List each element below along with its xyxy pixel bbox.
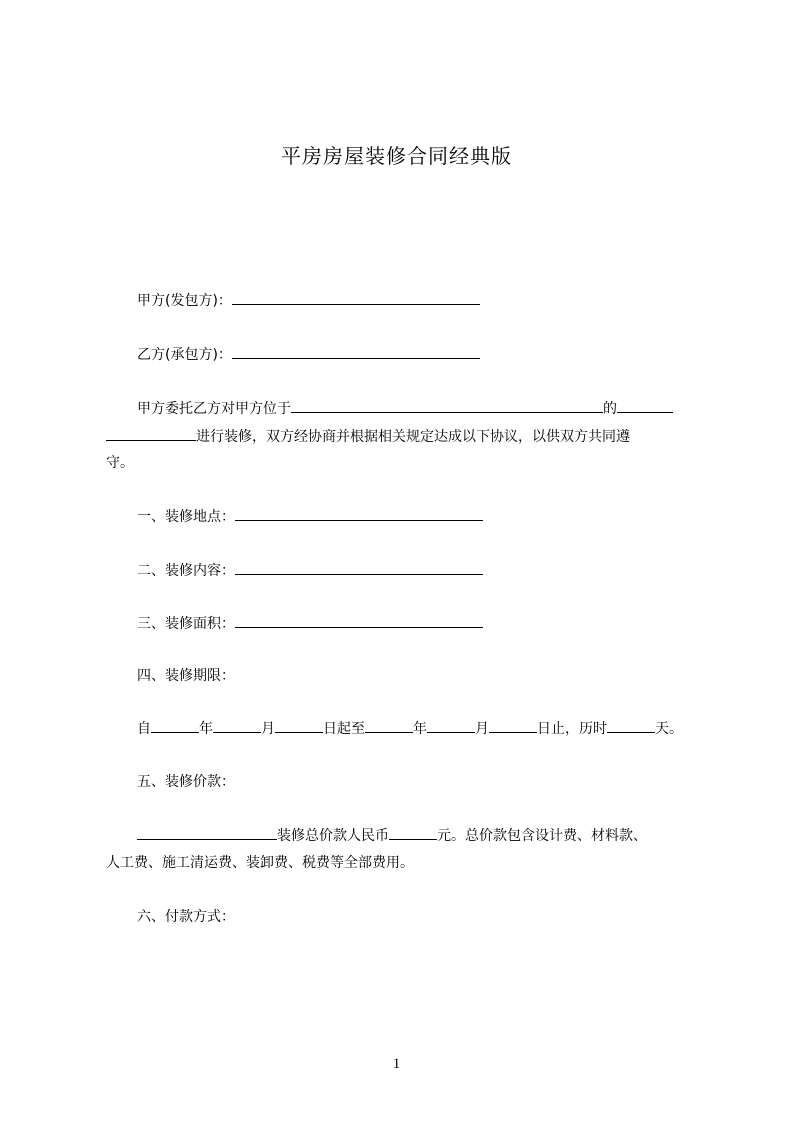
section-content: [137, 561, 483, 581]
intro-text-4: 守。: [106, 455, 134, 471]
location-blank[interactable]: [235, 507, 483, 521]
period-month-2: 月: [475, 721, 489, 737]
party-b-line: [137, 345, 480, 365]
period-year-2: 年: [413, 721, 427, 737]
price-text-3: 人工费、施工清运费、装卸费、税费等全部费用。: [106, 855, 414, 871]
start-day-blank[interactable]: [275, 719, 323, 733]
end-month-blank[interactable]: [427, 719, 475, 733]
section-location-label: 一、装修地点：: [137, 509, 235, 525]
period-year-1: 年: [199, 721, 213, 737]
period-day-duration: 日止，历时: [537, 721, 607, 737]
price-text-2: 元。总价款包含设计费、材料款、: [437, 828, 647, 844]
period-day-to: 日起至: [323, 721, 365, 737]
end-year-blank[interactable]: [365, 719, 413, 733]
price-line-1: [137, 826, 647, 846]
section-content-label: 二、装修内容：: [137, 563, 235, 579]
party-a-blank[interactable]: [232, 291, 480, 305]
section-price: [137, 772, 235, 792]
price-item-blank[interactable]: [137, 826, 277, 840]
start-year-blank[interactable]: [151, 719, 199, 733]
party-b-label: 乙方(承包方)：: [137, 347, 232, 363]
price-line-2: [106, 853, 414, 873]
end-day-blank[interactable]: [489, 719, 537, 733]
page-number: 1: [392, 1056, 401, 1072]
section-payment-label: 六、付款方式：: [137, 909, 235, 925]
intro-text-2: 的: [603, 401, 617, 417]
party-b-blank[interactable]: [232, 345, 480, 359]
intro-line-1: [137, 399, 673, 419]
intro-line-3: [106, 453, 134, 473]
intro-line-2: [106, 427, 630, 447]
content-blank[interactable]: [235, 561, 483, 575]
period-days-unit: 天。: [655, 721, 683, 737]
intro-object-blank[interactable]: [617, 399, 673, 413]
period-line: [137, 719, 683, 739]
section-area: [137, 614, 483, 634]
start-month-blank[interactable]: [213, 719, 261, 733]
section-period-label: 四、装修期限：: [137, 668, 235, 684]
document-title: 平房房屋装修合同经典版: [281, 144, 512, 168]
duration-days-blank[interactable]: [607, 719, 655, 733]
section-price-label: 五、装修价款：: [137, 774, 235, 790]
section-location: [137, 507, 483, 527]
price-amount-blank[interactable]: [389, 826, 437, 840]
price-text-1: 装修总价款人民币: [277, 828, 389, 844]
party-a-label: 甲方(发包方)：: [137, 293, 232, 309]
intro-object-blank-cont[interactable]: [106, 427, 196, 441]
intro-text-3: 进行装修，双方经协商并根据相关规定达成以下协议，以供双方共同遵: [196, 429, 630, 445]
intro-text-1: 甲方委托乙方对甲方位于: [137, 401, 291, 417]
section-area-label: 三、装修面积：: [137, 616, 235, 632]
period-month-1: 月: [261, 721, 275, 737]
section-period: [137, 666, 235, 686]
section-payment: [137, 907, 235, 927]
intro-location-blank[interactable]: [291, 399, 603, 413]
area-blank[interactable]: [235, 614, 483, 628]
period-from: 自: [137, 721, 151, 737]
party-a-line: [137, 291, 480, 311]
